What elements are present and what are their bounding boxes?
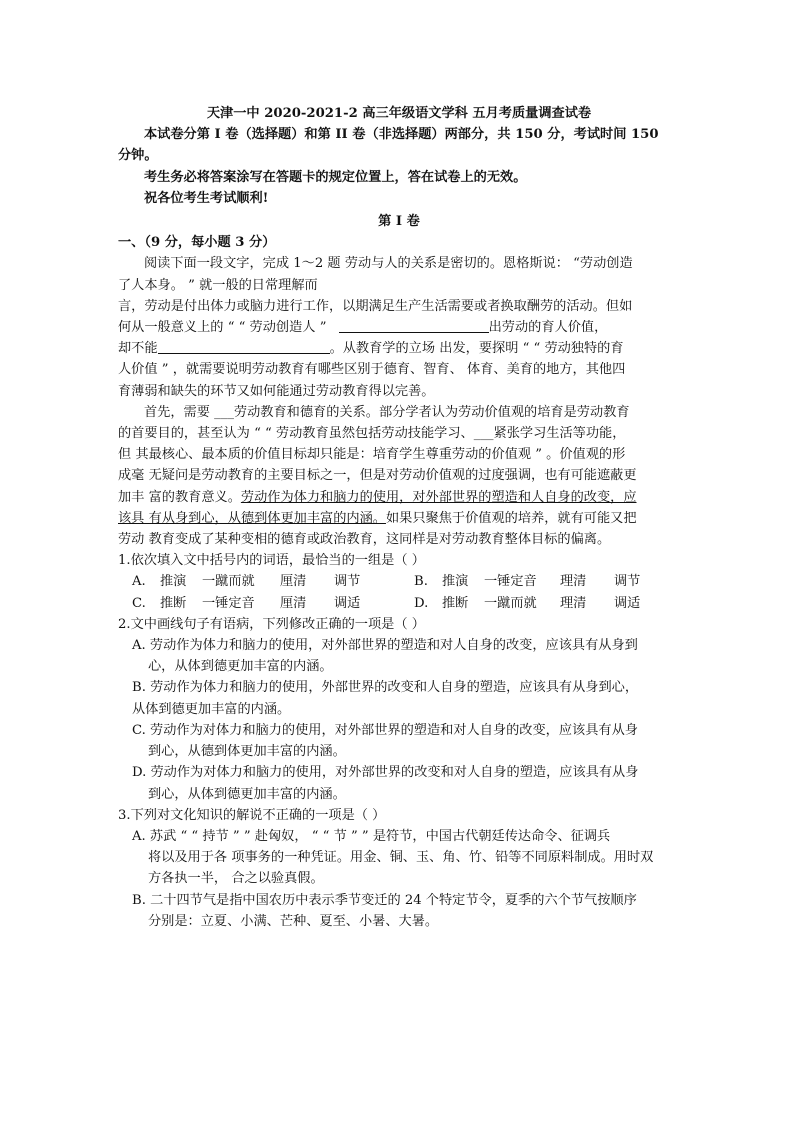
passage-text: 出劳动的育人价值， <box>488 320 608 336</box>
passage-line <box>118 338 680 359</box>
option-b[interactable]: B. 二十四节气是指中国农历中表示季节变迁的 24 个特定节令，夏季的六个节气按顺序 <box>132 892 637 908</box>
passage-text: 加丰 富的教育意义。 <box>118 489 241 505</box>
question-2-stem: 2.文中画线句子有语病，下列修改正确的一项是（ ） <box>118 616 425 632</box>
passage-line: 人价值 ” ，就需要说明劳动教育有哪些区别于德育、智育、 体育、美育的地方，其他四 <box>118 362 626 378</box>
passage-line: 成毫 无疑问是劳动教育的主要目标之一，但是对劳动价值观的过度强调，也有可能遮蔽更 <box>118 468 637 484</box>
passage-line <box>118 508 680 529</box>
passage-line: 首先，需要 ___劳动教育和德育的关系。部分学者认为劳动价值观的培育是劳动教育 <box>144 404 630 420</box>
option-d-cont: 到心，从体到德更加丰富的内涵。 <box>148 786 346 802</box>
question-1-stem: 1.依次填入文中括号内的词语，最恰当的一组是（ ） <box>118 553 425 569</box>
passage-text: 何从一般意义上的 “ “ 劳动创造人 ” <box>118 320 331 336</box>
exam-note-answer-sheet: 考生务必将答案涂写在答题卡的规定位置上，答在试卷上的无效。 <box>144 169 527 185</box>
option-a-cont: 心，从体到德更加丰富的内涵。 <box>148 659 333 675</box>
option-c[interactable]: C. 推断 一锤定音 厘清 调适 <box>132 595 361 611</box>
passage-line: 劳动 教育变成了某种变相的德育或政治教育，这同样是对劳动教育整体目标的偏离。 <box>118 532 611 548</box>
section-heading: 一、（9 分，每小题 3 分） <box>118 235 276 251</box>
option-d[interactable]: D. 推断 一蹴而就 理清 调适 <box>414 595 641 611</box>
passage-line: 了人本身。 ” 就一般的日常理解而 <box>118 277 318 293</box>
passage-line: 的首要目的，甚至认为 “ “ 劳动教育虽然包括劳动技能学习、___紧张学习生活等功能， <box>118 426 626 442</box>
option-a[interactable]: A. 苏武 “ “ 持节 ” ” 赴匈奴， “ “ 节 ” ” 是符节，中国古代朝廷传达命令、征调兵 <box>132 828 611 844</box>
option-b-cont: 分别是：立夏、小满、芒种、夏至、小暑、大暑。 <box>148 913 439 929</box>
question-1-options-row <box>118 593 680 614</box>
option-b[interactable]: B. 推演 一锤定音 理清 调节 <box>414 574 641 590</box>
option-c[interactable]: C. 劳动作为对体力和脑力的使用，对外部世界的塑造和对人自身的改变，应该具有从身 <box>132 722 638 738</box>
exam-title: 天津一中 2020-2021-2 高三年级语文学科 五月考质量调查试卷 <box>206 106 592 121</box>
option-a[interactable]: A. 推演 一蹴而就 厘清 调节 <box>132 574 361 590</box>
underlined-sentence: 劳动作为体力和脑力的使用，对外部世界的塑造和人自身的改变，应 <box>240 489 637 505</box>
passage-line: 育薄弱和缺失的环节又如何能通过劳动教育得以完善。 <box>118 383 435 399</box>
exam-note-duration: 本试卷分第 I 卷（选择题）和第 II 卷（非选择题）两部分，共 150 分，考试时间 150 <box>144 127 659 143</box>
exam-note-duration-cont: 分钟。 <box>118 148 158 164</box>
option-b[interactable]: B. 劳动作为体力和脑力的使用，外部世界的改变和人自身的塑造，应该具有从身到心， <box>132 680 639 696</box>
fill-blank[interactable] <box>339 318 489 333</box>
option-c-cont: 到心，从德到体更加丰富的内涵。 <box>148 744 346 760</box>
option-a-cont: 将以及用于各 项事务的一种凭证。用金、铜、玉、角、竹、铅等不同原料制成。用时双 <box>148 850 654 866</box>
passage-text: 。从教育学的立场 出发，要探明 “ “ 劳动独特的育 <box>329 341 624 357</box>
exam-note-wish: 祝各位考生考试顺利! <box>144 190 269 206</box>
question-1-options-row <box>118 571 680 592</box>
option-a[interactable]: A. 劳动作为体力和脑力的使用，对外部世界的塑造和对人自身的改变，应该具有从身到 <box>132 638 638 654</box>
underlined-sentence: 该具 有从身到心，从德到体更加丰富的内涵。 <box>118 510 386 526</box>
passage-line <box>118 487 680 508</box>
passage-line <box>118 317 680 338</box>
fill-blank[interactable] <box>158 339 330 354</box>
passage-line: 但 其最核心、最本质的价值目标却只能是：培育学生尊重劳动的价值观 ” 。价值观的形 <box>118 447 626 463</box>
exam-page <box>118 103 680 932</box>
passage-line: 言，劳动是付出体力或脑力进行工作，以期满足生产生活需要或者换取酬劳的活动。但如 <box>118 298 633 314</box>
option-a-cont: 方各执一半， 合之以验真假。 <box>148 871 324 887</box>
option-d[interactable]: D. 劳动作为对体力和脑力的使用，对外部世界的改变和对人自身的塑造，应该具有从身 <box>132 765 639 781</box>
passage-line: 阅读下面一段文字，完成 1～2 题 劳动与人的关系是密切的。恩格斯说： “劳动创造 <box>144 256 633 272</box>
passage-text: 如果只聚焦于价值观的培养，就有可能又把 <box>385 510 637 526</box>
question-3-stem: 3.下列对文化知识的解说不正确的一项是（ ） <box>118 807 386 823</box>
volume-heading: 第 I 卷 <box>378 214 420 230</box>
option-b-cont: 从体到德更加丰富的内涵。 <box>132 701 291 717</box>
passage-text: 却不能 <box>118 341 158 357</box>
